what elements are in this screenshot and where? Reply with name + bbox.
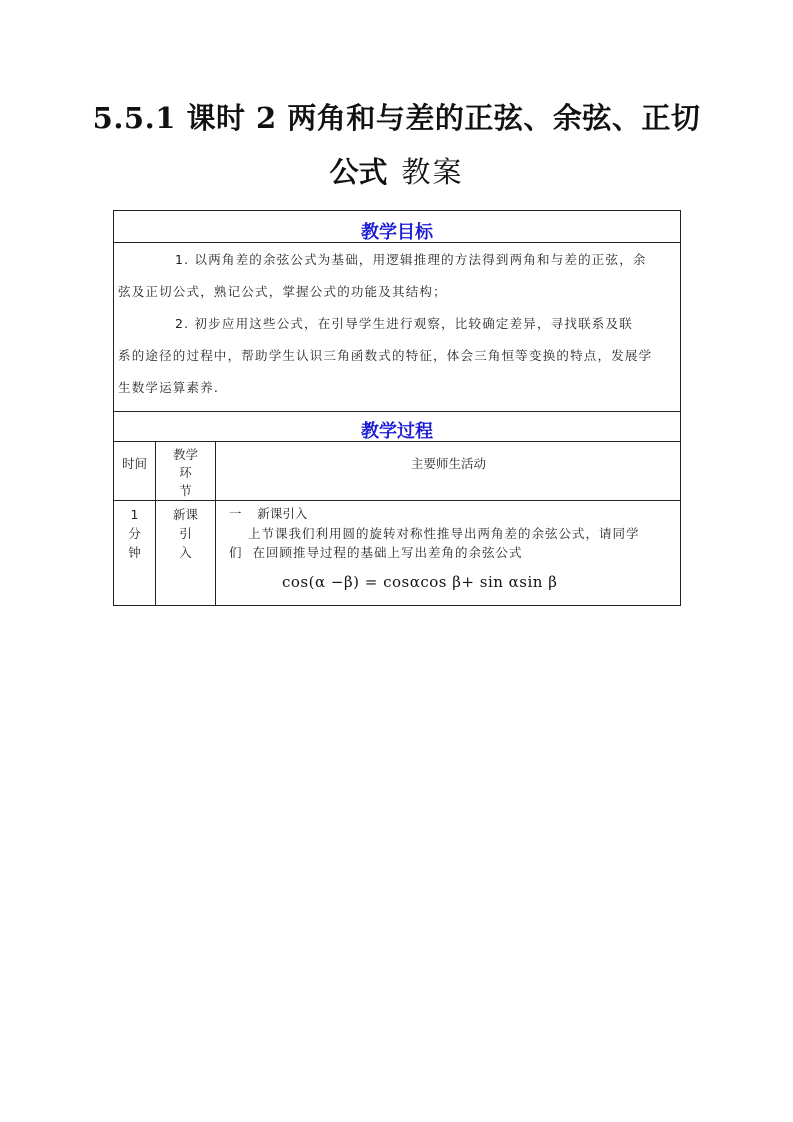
objective-1-line2: 弦及正切公式，熟记公式，掌握公式的功能及其结构；	[118, 284, 447, 299]
row-stage-line3: 入	[179, 545, 192, 560]
objectives-heading: 教学目标	[361, 222, 433, 243]
column-header-stage-line2: 环	[179, 465, 192, 480]
objective-1-line1: 1. 以两角差的余弦公式为基础，用逻辑推理的方法得到两角和与差的正弦，余	[175, 252, 647, 267]
process-heading: 教学过程	[361, 421, 433, 442]
divider	[113, 441, 681, 442]
divider	[113, 411, 681, 412]
document-title-sub: 教案	[401, 155, 464, 189]
document-title-main: 公式	[329, 155, 388, 189]
column-header-activity: 主要师生活动	[410, 456, 486, 471]
column-header-time: 时间	[121, 456, 147, 471]
row-time-line2: 分	[128, 526, 141, 541]
objective-2-line3: 生数学运算素养.	[118, 380, 220, 395]
document-title-line1: 5.5.1 课时 2 两角和与差的正弦、余弦、正切	[92, 101, 701, 135]
divider	[113, 242, 681, 243]
column-header-stage-line3: 节	[179, 483, 192, 498]
document-title-line2	[0, 150, 793, 191]
row-stage-line1: 新课	[172, 507, 198, 522]
section-title: 一 新课引入	[229, 506, 308, 521]
activity-text-line2: 们 在回顾推导过程的基础上写出差角的余弦公式	[229, 545, 523, 560]
row-time-line3: 钟	[128, 545, 141, 560]
activity-text-line1: 上节课我们利用圆的旋转对称性推导出两角差的余弦公式，请同学	[248, 526, 640, 541]
objective-2-line1: 2. 初步应用这些公式，在引导学生进行观察，比较确定差异，寻找联系及联	[175, 316, 633, 331]
objective-2-line2: 系的途径的过程中，帮助学生认识三角函数式的特征，体会三角恒等变换的特点，发展学	[118, 348, 653, 363]
column-header-stage-line1: 教学	[172, 447, 198, 462]
divider	[113, 500, 681, 501]
cosine-difference-formula: cos(α −β) = cosαcos β+ sin αsin β	[282, 573, 558, 591]
row-stage-line2: 引	[179, 526, 192, 541]
row-time-line1: 1	[130, 507, 139, 522]
